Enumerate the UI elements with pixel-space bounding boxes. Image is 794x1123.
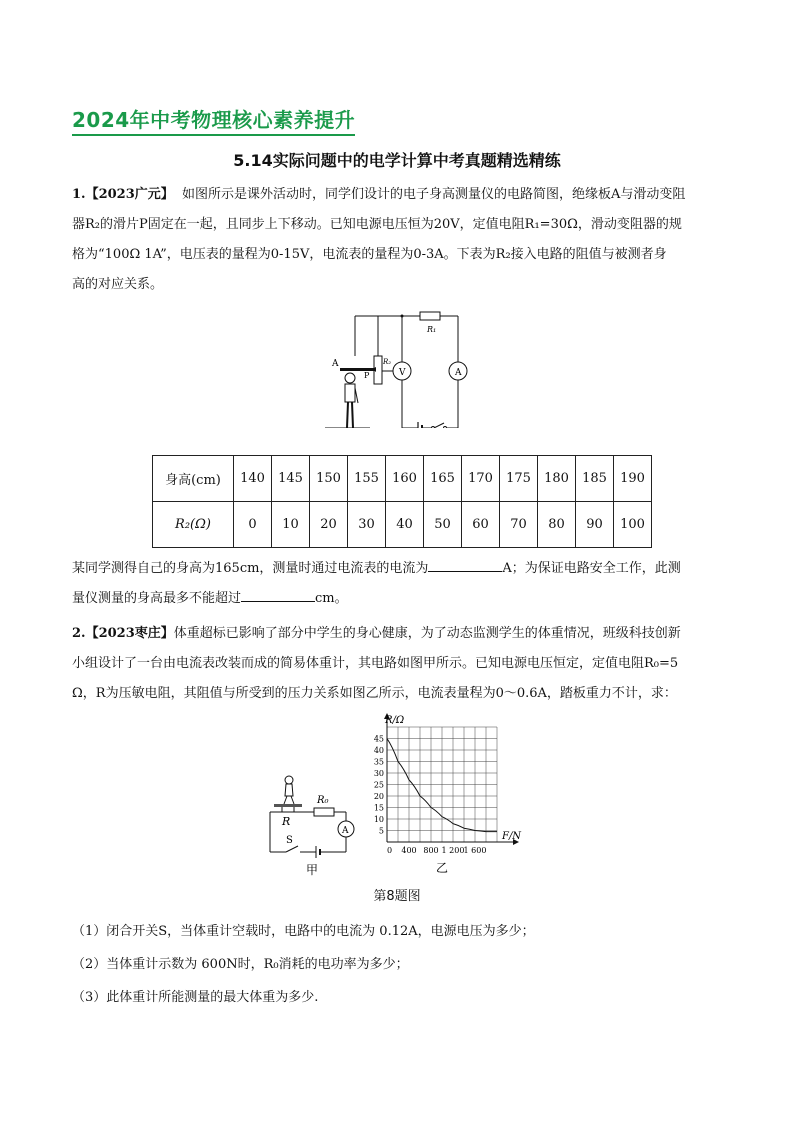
height-meter-circuit-figure bbox=[320, 308, 480, 428]
table-cell: 165 bbox=[424, 456, 462, 502]
table-cell: 100 bbox=[614, 502, 652, 548]
answer-blank-height[interactable] bbox=[241, 587, 315, 602]
y-tick-labels bbox=[374, 735, 384, 836]
switch-s bbox=[286, 846, 298, 852]
ammeter-label: A bbox=[455, 368, 462, 378]
x-tick-label: 400 bbox=[401, 846, 417, 855]
q2-line-3: Ω，R为压敏电阻，其阻值与所受到的压力关系如图乙所示，电流表量程为0～0.6A，踏板重力不计，求： bbox=[72, 686, 677, 701]
table-row-resistance bbox=[153, 502, 652, 548]
insulating-plate-a bbox=[340, 368, 376, 371]
table-cell: 155 bbox=[348, 456, 386, 502]
q2-sub-2: （2）当体重计示数为 600N时，R₀消耗的电功率为多少； bbox=[72, 957, 409, 972]
q1-fill-text-b: A；为保证电路安全工作，此测 bbox=[502, 561, 681, 576]
y-tick-label: 30 bbox=[373, 769, 384, 778]
r2-label: R₂ bbox=[383, 358, 392, 366]
y-tick-label: 45 bbox=[373, 734, 384, 744]
table-cell: 145 bbox=[272, 456, 310, 502]
chart-grid bbox=[387, 727, 497, 842]
page-title: 5.14实际问题中的电学计算中考真题精选精练 bbox=[233, 151, 561, 170]
q2-sub-3: （3）此体重计所能测量的最大体重为多少. bbox=[72, 990, 319, 1005]
answer-blank-current[interactable] bbox=[428, 557, 502, 572]
table-cell: 170 bbox=[462, 456, 500, 502]
voltmeter-label: V bbox=[399, 368, 406, 378]
table-cell: 30 bbox=[348, 502, 386, 548]
table-cell: 185 bbox=[576, 456, 614, 502]
person-head bbox=[345, 373, 355, 383]
q2-text-1: 体重超标已影响了部分中学生的身心健康，为了动态监测学生的体重情况，班级科技创新 bbox=[173, 626, 681, 641]
x-tick-labels bbox=[387, 846, 486, 855]
q1-fill-text-d: cm。 bbox=[315, 591, 348, 606]
q2-sub-1: （1）闭合开关S，当体重计空载时，电路中的电流为 0.12A，电源电压为多少； bbox=[72, 924, 535, 939]
question-1-text bbox=[72, 180, 732, 300]
doc-header: 2024年中考物理核心素养提升 bbox=[72, 104, 355, 136]
table-cell: 60 bbox=[462, 502, 500, 548]
switch-label: S bbox=[286, 835, 293, 846]
label-p: P bbox=[364, 371, 370, 380]
person-body bbox=[345, 384, 355, 402]
q2-line-1 bbox=[72, 619, 732, 649]
table-cell: 50 bbox=[424, 502, 462, 548]
y-tick-label: 10 bbox=[373, 815, 384, 824]
table-cell: 0 bbox=[234, 502, 272, 548]
scale-platform bbox=[274, 804, 302, 807]
question-1-fill-in bbox=[72, 554, 732, 614]
table-cell: 140 bbox=[234, 456, 272, 502]
table-row-height bbox=[153, 456, 652, 502]
y-tick-label: 25 bbox=[373, 780, 384, 790]
table-cell: 40 bbox=[386, 502, 424, 548]
q1-number: 1. bbox=[72, 187, 86, 202]
y-tick-label: 35 bbox=[373, 757, 384, 767]
person-head bbox=[285, 776, 293, 784]
table-cell: 150 bbox=[310, 456, 348, 502]
q1-line-1 bbox=[72, 180, 732, 210]
row-header-resistance: R₂(Ω) bbox=[153, 502, 234, 548]
table-cell: 10 bbox=[272, 502, 310, 548]
q2-line-2: 小组设计了一台由电流表改装而成的简易体重计，其电路如图甲所示。已知电源电压恒定，定值电阻R₀=5 bbox=[72, 656, 679, 671]
x-axis-label: F/N bbox=[502, 831, 522, 842]
y-tick-label: 40 bbox=[373, 746, 384, 755]
q1-line-4: 高的对应关系。 bbox=[72, 277, 164, 292]
table-cell: 180 bbox=[538, 456, 576, 502]
row-header-height: 身高(cm) bbox=[153, 456, 234, 502]
switch bbox=[434, 423, 444, 428]
label-a: A bbox=[332, 359, 339, 369]
r-label: R bbox=[282, 815, 291, 828]
y-axis-label: R/Ω bbox=[385, 715, 405, 726]
y-tick-label: 15 bbox=[373, 803, 384, 813]
figure-caption: 第8题图 bbox=[373, 889, 421, 904]
q2-source: 【2023枣庄】 bbox=[85, 626, 174, 641]
x-tick-label: 1 200 bbox=[441, 846, 465, 855]
x-tick-label: 800 bbox=[423, 846, 439, 855]
ammeter-label: A bbox=[342, 826, 349, 836]
circuit-caption: 甲 bbox=[306, 863, 319, 877]
x-tick-label: 0 bbox=[387, 846, 393, 855]
table-cell: 20 bbox=[310, 502, 348, 548]
r1-label: R₁ bbox=[427, 325, 437, 334]
q1-source: 【2023广元】 bbox=[85, 187, 174, 202]
chart-caption: 乙 bbox=[436, 861, 449, 875]
question-2-text bbox=[72, 619, 732, 709]
table-cell: 70 bbox=[500, 502, 538, 548]
r0-label: R₀ bbox=[317, 795, 329, 806]
table-cell: 90 bbox=[576, 502, 614, 548]
table-cell: 175 bbox=[500, 456, 538, 502]
q1-fill-text-c: 量仪测量的身高最多不能超过 bbox=[72, 591, 242, 606]
q2-number: 2. bbox=[72, 626, 86, 641]
weight-scale-circuit-figure bbox=[262, 770, 362, 880]
y-tick-label: 20 bbox=[373, 792, 384, 801]
x-tick-label: 1 600 bbox=[463, 846, 487, 855]
y-tick-label: 5 bbox=[378, 826, 384, 836]
question-2-subparts bbox=[72, 915, 732, 1014]
table-cell: 160 bbox=[386, 456, 424, 502]
q1-text-1: 如图所示是课外活动时，同学们设计的电子身高测量仪的电路简图，绝缘板A与滑动变阻 bbox=[182, 187, 686, 202]
q1-line-3: 格为“100Ω 1A”，电压表的量程为0-15V，电流表的量程为0-3A。下表为R₂接入电路的阻值与被测者身 bbox=[72, 247, 667, 262]
q1-line-2: 器R₂的滑片P固定在一起，且同步上下移动。已知电源电压恒为20V，定值电阻R₁=30Ω，滑动变阻器的规 bbox=[72, 217, 682, 232]
resistance-force-chart bbox=[362, 712, 532, 882]
q1-fill-line-1 bbox=[72, 554, 732, 584]
table-cell: 190 bbox=[614, 456, 652, 502]
table-cell: 80 bbox=[538, 502, 576, 548]
q1-fill-text-a: 某同学测得自己的身高为165cm，测量时通过电流表的电流为 bbox=[72, 561, 429, 576]
r0-resistor bbox=[314, 808, 334, 816]
q1-fill-line-2 bbox=[72, 584, 732, 614]
r1-resistor bbox=[420, 312, 440, 320]
height-resistance-table bbox=[152, 455, 652, 548]
